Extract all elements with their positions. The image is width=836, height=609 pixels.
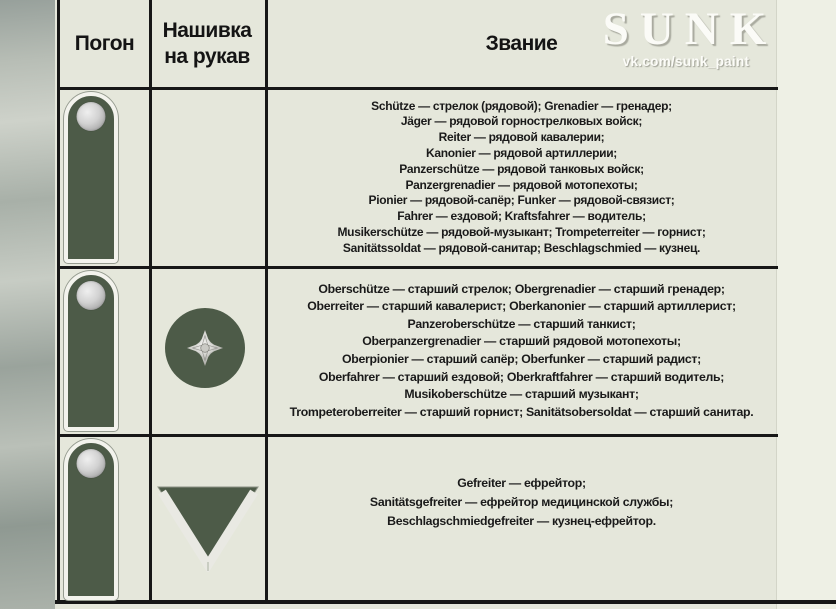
right-margin-strip	[776, 0, 836, 609]
shoulder-strap-row2	[64, 271, 118, 431]
sleeve-patch-chevron-icon	[157, 486, 259, 572]
watermark-url: vk.com/sunk_paint	[622, 53, 750, 69]
blurred-photo-edge	[0, 0, 55, 609]
rank-line: Reiter — рядовой кавалерии;	[438, 130, 605, 145]
table-left-border	[57, 0, 60, 603]
rank-line: Gefreiter — ефрейтор;	[457, 475, 586, 490]
column-header-pogon: Погон	[74, 31, 135, 55]
column-divider-2	[265, 0, 268, 603]
rank-line: Panzerschütze — рядовой танковых войск;	[399, 161, 644, 176]
rank-line: Kanonier — рядовой артиллерии;	[426, 145, 617, 160]
rank-line: Oberpanzergrenadier — старший рядовой мотопехоты;	[362, 334, 681, 349]
rank-line: Pionier — рядовой-сапёр; Funker — рядовой-связист;	[368, 193, 675, 208]
rank-line: Fahrer — ездовой; Kraftsfahrer — водитель;	[397, 209, 646, 224]
column-divider-1	[149, 0, 152, 603]
rank-list-row1	[270, 90, 773, 265]
rank-line: Panzeroberschütze — старший танкист;	[407, 316, 636, 331]
rank-list-row2	[270, 269, 773, 433]
pip-star-icon	[186, 329, 224, 367]
shoulder-strap-row3	[64, 439, 118, 600]
rank-line: Panzergrenadier — рядовой мотопехоты;	[405, 177, 638, 192]
strap-button-icon	[77, 281, 106, 310]
strap-button-icon	[77, 102, 106, 131]
rank-line: Beschlagschmiedgefreiter — кузнец-ефрейтор.	[387, 513, 656, 528]
strap-button-icon	[77, 449, 106, 478]
rank-line: Oberreiter — старший кавалерист; Oberkanonier — старший артиллерист;	[307, 299, 736, 314]
shoulder-strap-row1	[64, 92, 118, 263]
rank-line: Jäger — рядовой горнострелковых войск;	[400, 114, 643, 129]
column-header-rank: Звание	[485, 31, 558, 55]
rank-line: Oberfahrer — старший ездовой; Oberkraftfahrer — старший водитель;	[318, 369, 725, 384]
rank-line: Musikerschütze — рядовой-музыкант; Trompeterreiter — горнист;	[337, 224, 706, 239]
rank-line: Trompeteroberreiter — старший горнист; Sanitätsobersoldat — старший санитар.	[289, 404, 754, 419]
rank-list-row3	[270, 437, 773, 567]
rank-line: Oberschütze — старший стрелок; Obergrenadier — старший гренадер;	[318, 281, 725, 296]
table-bottom-border	[55, 600, 836, 604]
rank-line: Sanitätssoldat — рядовой-санитар; Beschlagschmied — кузнец.	[342, 240, 701, 255]
rank-line: Schütze — стрелок (рядовой); Grenadier — гренадер;	[371, 98, 672, 113]
watermark-logo: SUNK	[602, 3, 778, 55]
rank-line: Sanitätsgefreiter — ефрейтор медицинской службы;	[369, 494, 674, 509]
sleeve-patch-star-roundel	[165, 308, 245, 388]
rank-line: Musikoberschütze — старший музыкант;	[404, 387, 639, 402]
rank-line: Oberpionier — старший сапёр; Oberfunker — старший радист;	[342, 352, 701, 366]
column-header-sleeve-patch: Нашивка на рукав	[162, 18, 252, 68]
